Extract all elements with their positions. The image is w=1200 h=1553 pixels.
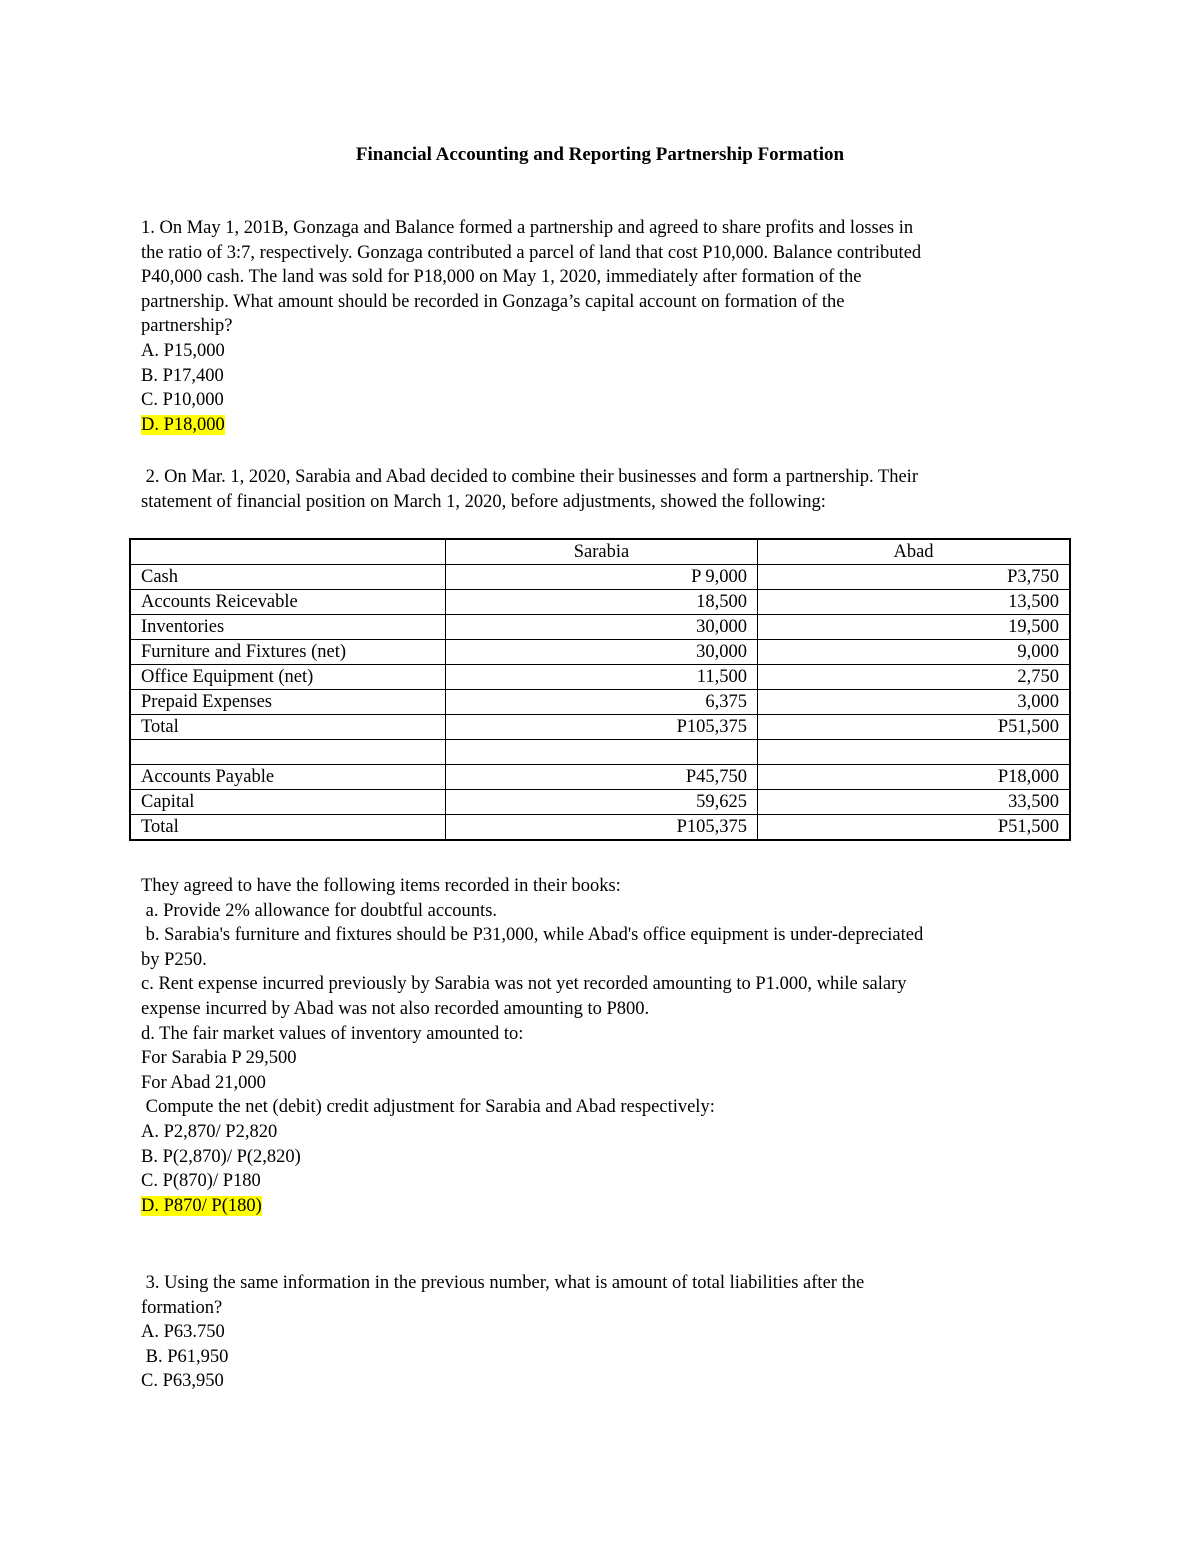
table-cell-label: Accounts Reicevable <box>130 590 446 615</box>
question-2-text-line: For Abad 21,000 <box>141 1072 266 1093</box>
table-cell-abad: 3,000 <box>757 690 1070 715</box>
table-cell-sarabia: 6,375 <box>446 690 758 715</box>
question-1-option-c: C. P10,000 <box>141 390 224 411</box>
question-2-text-line: c. Rent expense incurred previously by Sarabia was not yet recorded amounting to P1.000, while salary <box>141 974 907 995</box>
question-1-answer-highlighted: D. P18,000 <box>141 414 225 435</box>
question-1-text-line: P40,000 cash. The land was sold for P18,000 on May 1, 2020, immediately after formation of the <box>141 267 862 288</box>
table-cell-sarabia: P45,750 <box>446 765 758 790</box>
table-row-total-liabilities-capital <box>130 815 1070 841</box>
table-row <box>130 590 1070 615</box>
table-cell-label <box>130 740 446 765</box>
question-1-text-line: 1. On May 1, 201B, Gonzaga and Balance formed a partnership and agreed to share profits and losses in <box>141 218 914 238</box>
question-3-option-c: C. P63,950 <box>141 1371 224 1392</box>
question-1 <box>141 216 1066 437</box>
table-row <box>130 665 1070 690</box>
table-cell-abad: P18,000 <box>757 765 1070 790</box>
table-cell-sarabia: P105,375 <box>446 815 758 841</box>
table-header-cell <box>130 539 446 565</box>
table-cell-label: Furniture and Fixtures (net) <box>130 640 446 665</box>
table-header-cell: Abad <box>757 539 1070 565</box>
table-cell-label: Total <box>130 815 446 841</box>
table-cell-sarabia: 30,000 <box>446 615 758 640</box>
table-row <box>130 690 1070 715</box>
table-cell-sarabia: P 9,000 <box>446 565 758 590</box>
table-cell-label: Office Equipment (net) <box>130 665 446 690</box>
question-2-text-line: b. Sarabia's furniture and fixtures should be P31,000, while Abad's office equipment is under-depreciated <box>141 925 924 946</box>
question-2-option-b: B. P(2,870)/ P(2,820) <box>141 1146 301 1167</box>
question-3-option-b: B. P61,950 <box>141 1346 229 1367</box>
question-2-intro <box>141 465 1066 514</box>
question-2-text-line: 2. On Mar. 1, 2020, Sarabia and Abad decided to combine their businesses and form a partnership. Their <box>141 467 918 487</box>
table-cell-abad: 9,000 <box>757 640 1070 665</box>
document-title: Financial Accounting and Reporting Partnership Formation <box>355 144 845 165</box>
table-cell-label: Accounts Payable <box>130 765 446 790</box>
question-3-option-a: A. P63.750 <box>141 1322 225 1343</box>
question-2-option-c: C. P(870)/ P180 <box>141 1171 261 1192</box>
question-2-text-line: d. The fair market values of inventory amounted to: <box>141 1023 524 1044</box>
table-cell-sarabia: 30,000 <box>446 640 758 665</box>
table-cell-abad: 19,500 <box>757 615 1070 640</box>
question-1-option-b: B. P17,400 <box>141 365 224 386</box>
table-cell-sarabia: 18,500 <box>446 590 758 615</box>
table-cell-abad: P51,500 <box>757 715 1070 740</box>
table-cell-label: Prepaid Expenses <box>130 690 446 715</box>
table-cell-sarabia <box>446 740 758 765</box>
table-row <box>130 565 1070 590</box>
table-cell-label: Capital <box>130 790 446 815</box>
question-2-text-line: a. Provide 2% allowance for doubtful accounts. <box>141 900 498 921</box>
financial-position-table <box>129 538 1071 841</box>
table-cell-abad <box>757 740 1070 765</box>
table-cell-abad: P51,500 <box>757 815 1070 841</box>
table-cell-abad: P3,750 <box>757 565 1070 590</box>
table-cell-sarabia: 59,625 <box>446 790 758 815</box>
table-cell-sarabia: 11,500 <box>446 665 758 690</box>
table-row <box>130 615 1070 640</box>
table-row-total-assets <box>130 715 1070 740</box>
question-2-text-line: Compute the net (debit) credit adjustment for Sarabia and Abad respectively: <box>141 1097 715 1118</box>
question-2-text-line: expense incurred by Abad was not also recorded amounting to P800. <box>141 998 650 1019</box>
table-cell-abad: 33,500 <box>757 790 1070 815</box>
table-cell-label: Inventories <box>130 615 446 640</box>
question-3-text-line: 3. Using the same information in the previous number, what is amount of total liabilities after the <box>141 1273 865 1293</box>
table-cell-abad: 13,500 <box>757 590 1070 615</box>
table-row <box>130 640 1070 665</box>
table-header-cell: Sarabia <box>446 539 758 565</box>
question-2-answer-highlighted: D. P870/ P(180) <box>141 1195 262 1216</box>
question-2-text-line: For Sarabia P 29,500 <box>141 1048 297 1069</box>
question-3-text-line: formation? <box>141 1297 223 1318</box>
question-1-text-line: partnership? <box>141 316 233 337</box>
question-2-adjustments <box>141 874 1066 1218</box>
table-cell-sarabia: P105,375 <box>446 715 758 740</box>
question-1-text-line: partnership. What amount should be recorded in Gonzaga’s capital account on formation of the <box>141 291 845 312</box>
question-1-option-a: A. P15,000 <box>141 340 225 361</box>
question-2-text-line: by P250. <box>141 949 207 970</box>
table-row-blank <box>130 740 1070 765</box>
question-1-text-line: the ratio of 3:7, respectively. Gonzaga contributed a parcel of land that cost P10,000. Balance contributed <box>141 242 922 263</box>
question-2-option-a: A. P2,870/ P2,820 <box>141 1121 278 1142</box>
table-cell-label: Total <box>130 715 446 740</box>
table-cell-label: Cash <box>130 565 446 590</box>
question-2-text-line: statement of financial position on March 1, 2020, before adjustments, showed the following: <box>141 491 826 512</box>
table-header-row <box>130 539 1070 565</box>
table-row <box>130 765 1070 790</box>
question-3 <box>141 1271 1066 1394</box>
table-cell-abad: 2,750 <box>757 665 1070 690</box>
question-2-text-line: They agreed to have the following items recorded in their books: <box>141 876 621 896</box>
table-row <box>130 790 1070 815</box>
